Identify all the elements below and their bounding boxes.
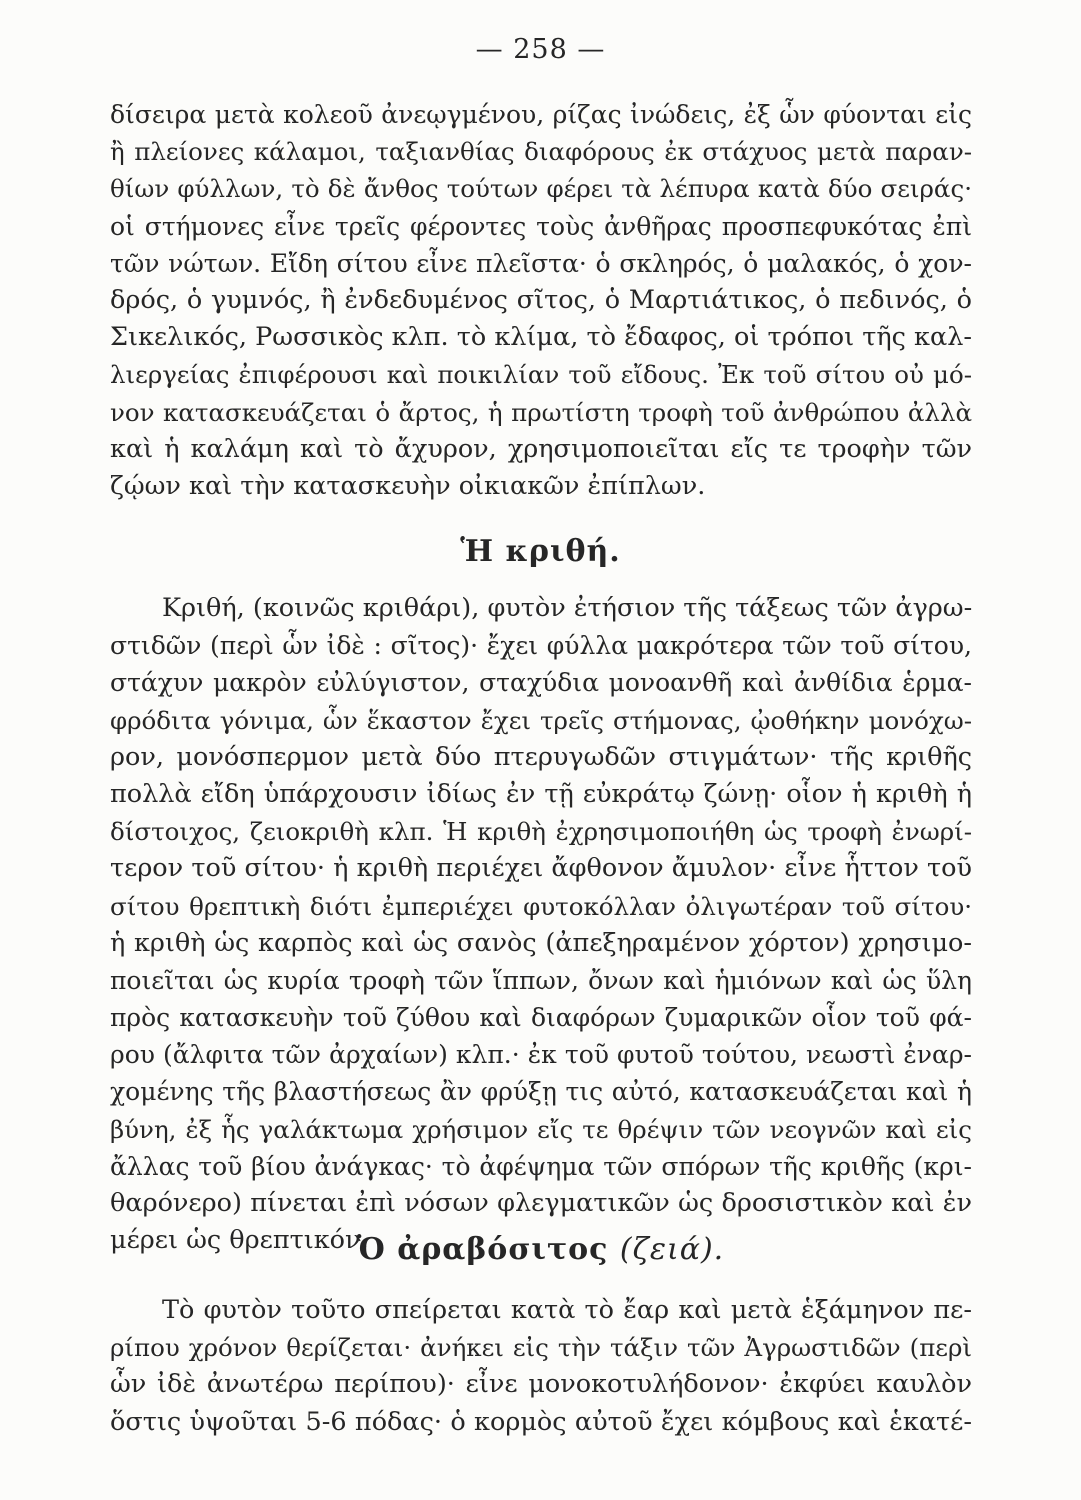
text-line: στιδῶν (περὶ ὧν ἰδὲ : σῖτος)· ἔχει φύλλα μακρότερα τῶν τοῦ σίτου, [110, 631, 972, 661]
text-line: πολλὰ εἴδη ὑπάρχουσιν ἰδίως ἐν τῇ εὐκράτῳ ζώνῃ· οἷον ἡ κριθὴ ἡ [110, 778, 972, 809]
text-line: ὧν ἰδὲ ἀνωτέρω περίπου)· εἶνε μονοκοτυλήδονον· ἐκφύει καυλὸν [110, 1369, 972, 1400]
text-line: βύνη, ἐξ ἧς γαλάκτωμα χρήσιμον εἴς τε θρέψιν τῶν νεογνῶν καὶ εἰς [110, 1114, 972, 1144]
maize-heading-subtitle: (ζειά). [619, 1232, 725, 1267]
text-line: ρου (ἄλφιτα τῶν ἀρχαίων) κλπ.· ἐκ τοῦ φυτοῦ τούτου, νεωστὶ ἐναρ- [110, 1040, 972, 1070]
text-line: δρός, ὁ γυμνός, ἢ ἐνδεδυμένος σῖτος, ὁ Μαρτιάτικος, ὁ πεδινός, ὁ [110, 284, 972, 315]
text-line: δίστοιχος, ζειοκριθὴ κλπ. Ἡ κριθὴ ἐχρησιμοποιήθη ὡς τροφὴ ἐνωρί- [110, 817, 972, 847]
barley-heading: Ἡ κριθή. [460, 534, 621, 569]
maize-heading-title: Ὁ ἀραβόσιτος [356, 1232, 609, 1267]
text-line: τερον τοῦ σίτου· ἡ κριθὴ περιέχει ἄφθονον ἄμυλον· εἶνε ἧττον τοῦ [110, 853, 972, 884]
text-line: ρον, μονόσπερμον μετὰ δύο πτερυγωδῶν στιγμάτων· τῆς κριθῆς [110, 741, 972, 772]
text-line: μέρει ὡς θρεπτικόν. [110, 1225, 369, 1256]
text-line: οἱ στήμονες εἶνε τρεῖς φέροντες τοὺς ἀνθῆρας προσπεφυκότας ἐπὶ [110, 211, 972, 241]
text-line: ἄλλας τοῦ βίου ἀνάγκας· τὸ ἀφέψημα τῶν σπόρων τῆς κριθῆς (κρι- [110, 1151, 972, 1181]
barley-section-text [110, 590, 972, 1259]
text-line: Κριθή, (κοινῶς κριθάρι), φυτὸν ἐτήσιον τῆς τάξεως τῶν ἀγρω- [162, 593, 973, 623]
wheat-section-text [110, 96, 972, 505]
text-line: ρίπου χρόνον θερίζεται· ἀνήκει εἰς τὴν τάξιν τῶν Ἀγρωστιδῶν (περὶ [110, 1333, 972, 1363]
text-line: καὶ ἡ καλάμη καὶ τὸ ἄχυρον, χρησιμοποιεῖται εἴς τε τροφὴν τῶν [110, 433, 972, 464]
text-line: λιεργείας ἐπιφέρουσι καὶ ποικιλίαν τοῦ εἴδους. Ἐκ τοῦ σίτου οὐ μό- [110, 360, 972, 390]
text-line: θαρόνερο) πίνεται ἐπὶ νόσων φλεγματικῶν ὡς δροσιστικὸν καὶ ἐν [110, 1188, 972, 1218]
text-line: ἢ πλείονες κάλαμοι, ταξιανθίας διαφόρους ἐκ στάχυος μετὰ παραν- [110, 137, 972, 167]
text-line: Σικελικός, Ρωσσικὸς κλπ. τὸ κλίμα, τὸ ἔδαφος, οἱ τρόποι τῆς καλ- [110, 322, 972, 353]
text-line: σίτου θρεπτικὴ διότι ἐμπεριέχει φυτοκόλλαν ὀλιγωτέραν τοῦ σίτου· [110, 891, 972, 921]
text-line: θίων φύλλων, τὸ δὲ ἄνθος τούτων φέρει τὰ λέπυρα κατὰ δύο σειράς· [110, 174, 972, 204]
text-line: φρόδιτα γόνιμα, ὧν ἕκαστον ἔχει τρεῖς στήμονας, ᾠοθήκην μονόχω- [110, 705, 972, 735]
maize-section-text [110, 1292, 972, 1441]
text-line: νον κατασκευάζεται ὁ ἄρτος, ἡ πρωτίστη τροφὴ τοῦ ἀνθρώπου ἀλλὰ [110, 397, 972, 427]
text-line: ὅστις ὑψοῦται 5-6 πόδας· ὁ κορμὸς αὐτοῦ ἔχει κόμβους καὶ ἑκατέ- [110, 1406, 972, 1437]
text-line: ποιεῖται ὡς κυρία τροφὴ τῶν ἵππων, ὄνων καὶ ἡμιόνων καὶ ὡς ὕλη [110, 965, 972, 995]
text-line: χομένης τῆς βλαστήσεως ἂν φρύξῃ τις αὐτό, κατασκευάζεται καὶ ἡ [110, 1077, 972, 1107]
text-line: τῶν νώτων. Εἴδη σίτου εἶνε πλεῖστα· ὁ σκληρός, ὁ μαλακός, ὁ χον- [110, 248, 972, 278]
text-line: ζῴων καὶ τὴν κατασκευὴν οἰκιακῶν ἐπίπλων. [110, 470, 706, 501]
page-number: — 258 — [475, 34, 606, 65]
text-line: δίσειρα μετὰ κολεοῦ ἀνεῳγμένου, ρίζας ἰνώδεις, ἐξ ὧν φύονται εἰς [110, 100, 972, 129]
text-line: ἡ κριθὴ ὡς καρπὸς καὶ ὡς σανὸς (ἀπεξηραμένον χόρτον) χρησιμο- [110, 927, 972, 958]
text-line: στάχυν μακρὸν εὐλύγιστον, σταχύδια μονοανθῆ καὶ ἀνθίδια ἑρμα- [110, 668, 972, 698]
text-line: πρὸς κατασκευὴν τοῦ ζύθου καὶ διαφόρων ζυμαρικῶν οἷον τοῦ φά- [110, 1003, 972, 1033]
maize-heading [0, 1232, 1081, 1267]
text-line: Τὸ φυτὸν τοῦτο σπείρεται κατὰ τὸ ἔαρ καὶ μετὰ ἑξάμηνον πε- [162, 1295, 972, 1325]
